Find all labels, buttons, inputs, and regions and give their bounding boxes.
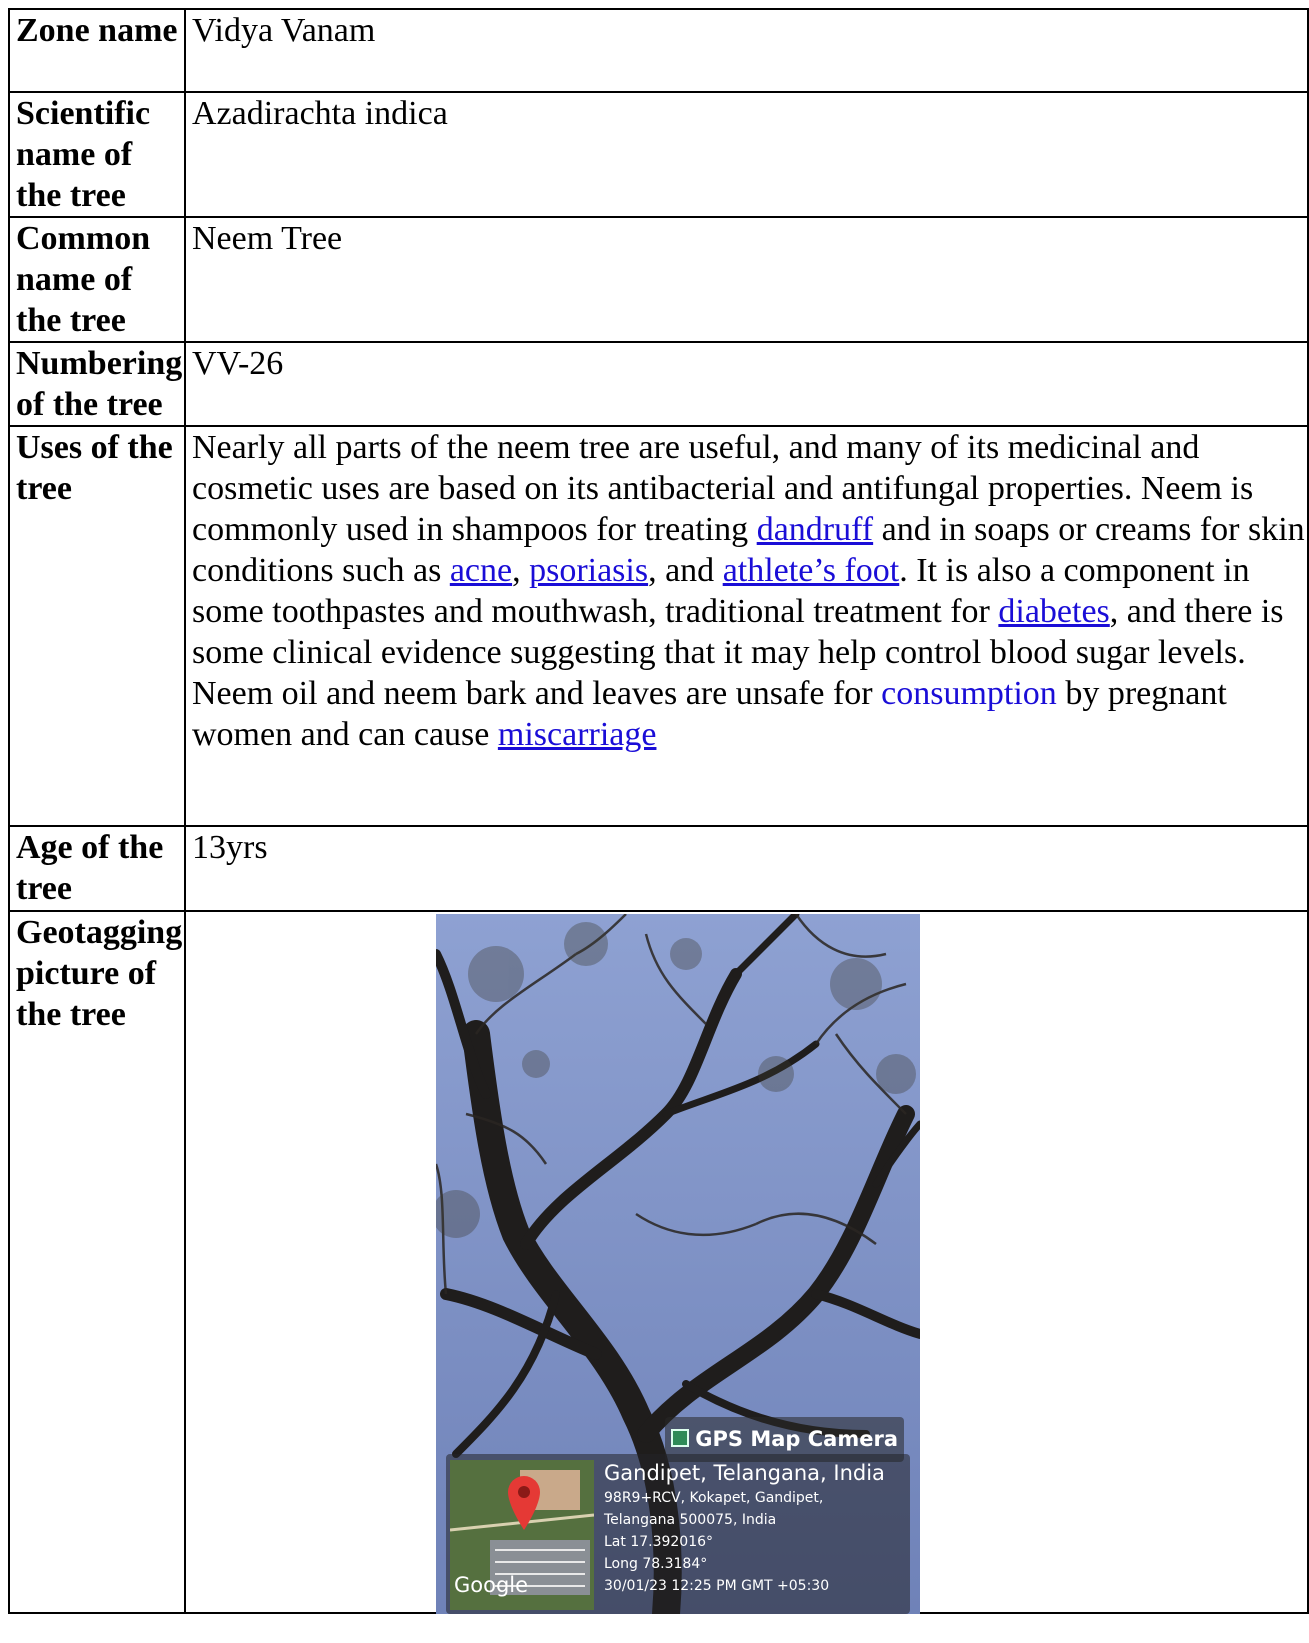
timestamp: 30/01/23 12:25 PM GMT +05:30: [604, 1578, 830, 1594]
uses-text: by pregnant women and can cause: [192, 675, 1227, 753]
row-scientific-name: [9, 92, 1308, 217]
location-info: [604, 1460, 885, 1597]
uses-text: ,: [512, 552, 530, 589]
row-uses: [9, 426, 1308, 826]
scientific-name-value: Azadirachta indica: [185, 92, 1308, 217]
row-common-name: [9, 217, 1308, 342]
address-line-1: 98R9+RCV, Kokapet, Gandipet,: [604, 1490, 824, 1506]
consumption-link[interactable]: consumption: [881, 675, 1057, 712]
age-label: Age of the tree: [9, 826, 185, 911]
common-name-label: Common name of the tree: [9, 217, 185, 342]
uses-text: , and: [648, 552, 723, 589]
uses-text: , and there is some clinical evidence suggesting that it may help control blood sugar levels. Neem oil and neem bark and leaves are unsafe for: [192, 593, 1284, 712]
tree-photo: [436, 914, 920, 1614]
numbering-value: VV-26: [185, 342, 1308, 426]
scientific-name-label: Scientific name of the tree: [9, 92, 185, 217]
acne-link[interactable]: acne: [449, 552, 513, 589]
uses-value: [185, 426, 1308, 826]
map-thumbnail: [450, 1460, 594, 1610]
psoriasis-link[interactable]: psoriasis: [529, 552, 649, 589]
tree-info-table: [8, 8, 1309, 1614]
camera-app-icon: [671, 1429, 689, 1447]
tree-info-sheet: [8, 8, 1309, 1614]
google-logo: Google: [454, 1573, 529, 1597]
map-pin-icon: [506, 1474, 542, 1530]
row-geotag: [9, 911, 1308, 1613]
uses-label: Uses of the tree: [9, 426, 185, 826]
numbering-label: Numbering of the tree: [9, 342, 185, 426]
uses-text: Nearly all parts of the neem tree are useful, and many of its medicinal and cosmetic uses are based on its antibacterial and antifungal properties. Neem is commonly used in shampoos for treating: [192, 429, 1254, 548]
zone-value: Vidya Vanam: [185, 9, 1308, 92]
uses-text: and in soaps or creams for skin conditions such as: [192, 511, 1305, 589]
longitude: Long 78.3184°: [604, 1556, 708, 1572]
geotag-stamp: [446, 1454, 910, 1614]
row-zone: [9, 9, 1308, 92]
diabetes-link[interactable]: diabetes: [998, 593, 1110, 630]
age-value: 13yrs: [185, 826, 1308, 911]
dandruff-link[interactable]: dandruff: [756, 511, 874, 548]
zone-label: Zone name: [9, 9, 185, 92]
latitude: Lat 17.392016°: [604, 1534, 714, 1550]
row-numbering: [9, 342, 1308, 426]
common-name-value: Neem Tree: [185, 217, 1308, 342]
address-line-2: Telangana 500075, India: [604, 1512, 777, 1528]
row-age: [9, 826, 1308, 911]
uses-text: . It is also a component in some toothpastes and mouthwash, traditional treatment for: [192, 552, 1250, 630]
gps-app-label: GPS Map Camera: [695, 1427, 898, 1451]
geotag-label: Geotagging picture of the tree: [9, 911, 185, 1613]
athletes-foot-link[interactable]: athlete’s foot: [722, 552, 900, 589]
geotag-photo-cell: [185, 911, 1308, 1613]
miscarriage-link[interactable]: miscarriage: [497, 716, 657, 753]
place-name: Gandipet, Telangana, India: [604, 1461, 885, 1485]
